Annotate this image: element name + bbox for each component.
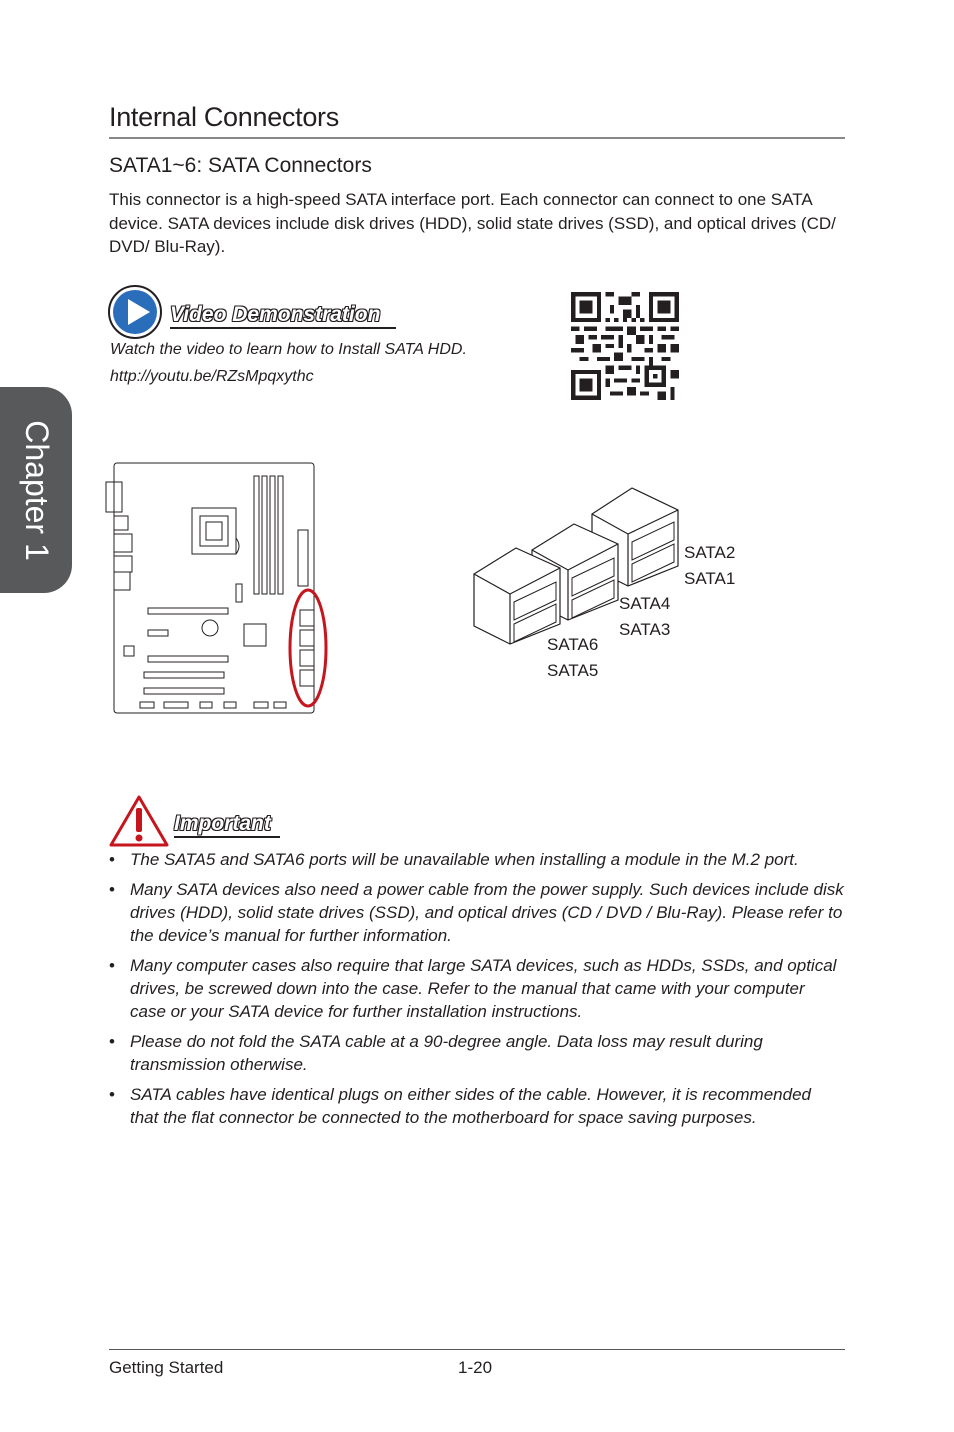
bullet: • (109, 1084, 115, 1104)
bullet: • (109, 850, 115, 869)
footer-divider (109, 1349, 845, 1350)
list-item: • Many computer cases also require that large SATA devices, such as HDDs, SSDs, and optical drives, be screwed down into the case. Refer to the manual that came with your computer case or your SATA device for further installation instructions. (109, 955, 837, 1022)
video-demo-link[interactable]: http://youtu.be/RZsMpqxythc (110, 368, 314, 385)
sata3-label: SATA3 (619, 620, 671, 639)
play-circle-icon (106, 284, 164, 340)
bullet: • (109, 1031, 115, 1051)
chapter-tab-label-wrap (0, 387, 72, 593)
warning-triangle-icon (108, 794, 170, 848)
sata1-label: SATA1 (684, 569, 736, 588)
video-demo-text: Watch the video to learn how to Install SATA HDD. (110, 341, 467, 358)
chapter-tab-label: Chapter 1 (18, 419, 55, 561)
list-item: • Please do not fold the SATA cable at a 90-degree angle. Data loss may result during transmission otherwise. (109, 1031, 763, 1075)
footer-section-name: Getting Started (109, 1358, 224, 1377)
video-demo-title: Video Demonstration (170, 303, 381, 326)
intro-paragraph: This connector is a high-speed SATA interface port. Each connector can connect to one SATA device. SATA devices include disk drives (HDD), solid state drives (SSD), and optical drives (CD/ DVD/ Blu-Ray). (109, 190, 836, 256)
title-divider (109, 137, 845, 139)
subsection-title: SATA1~6: SATA Connectors (109, 154, 372, 177)
sata2-label: SATA2 (684, 543, 736, 562)
important-notes-list (109, 848, 844, 1136)
motherboard-diagram (104, 460, 334, 716)
qr-code-image[interactable] (571, 292, 679, 400)
footer-page-number: 1-20 (458, 1358, 493, 1377)
sata5-label: SATA5 (547, 661, 599, 680)
bullet: • (109, 879, 115, 899)
bullet: • (109, 955, 115, 975)
video-title-underline (170, 327, 396, 329)
important-title: Important (174, 812, 271, 835)
important-title-underline (174, 836, 280, 838)
list-item: • The SATA5 and SATA6 ports will be unavailable when installing a module in the M.2 port. (109, 848, 844, 871)
sata4-label: SATA4 (619, 594, 671, 613)
sata6-label: SATA6 (547, 635, 599, 654)
list-item: • Many SATA devices also need a power cable from the power supply. Such devices include disk drives (HDD), solid state drives (SSD), and optical drives (CD / DVD / Blu-Ray). Please refer to the device’s manual for further information. (109, 879, 844, 946)
section-title: Internal Connectors (109, 102, 339, 132)
list-item: • SATA cables have identical plugs on either sides of the cable. However, it is recommended that the flat connector be connected to the motherboard for space saving purposes. (109, 1084, 811, 1128)
